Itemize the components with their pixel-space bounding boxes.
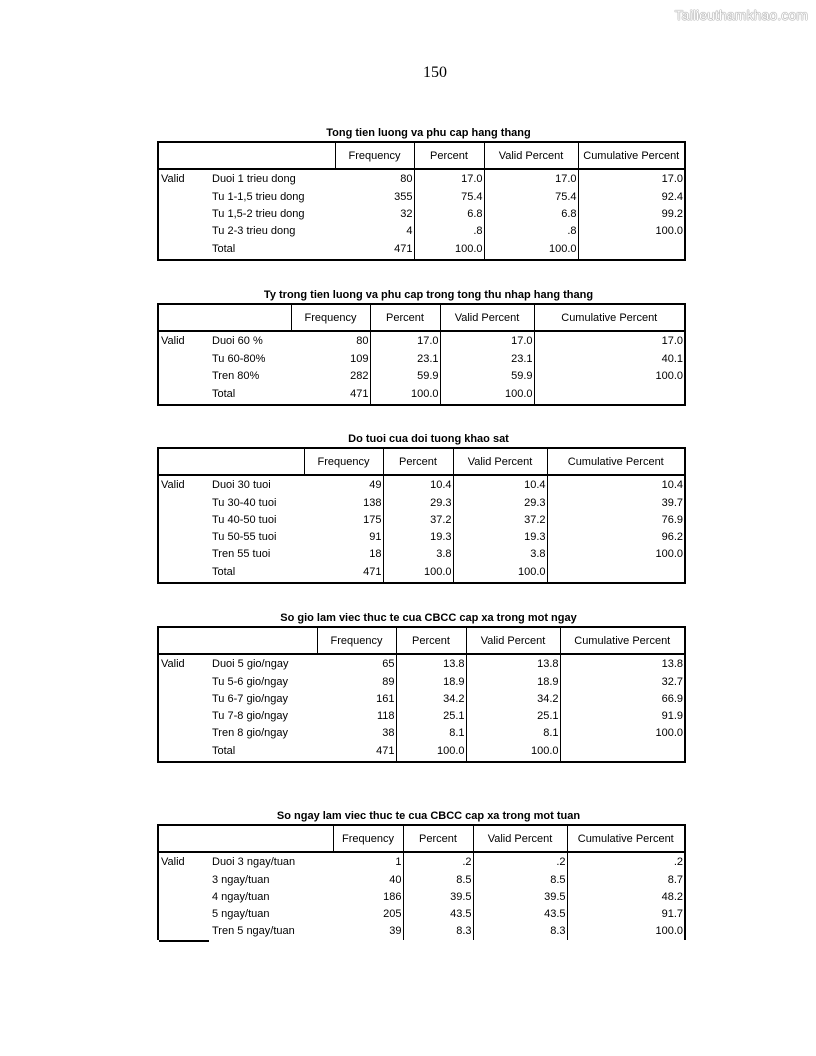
cell-percent: 8.5 — [403, 872, 473, 889]
table-row — [158, 495, 685, 512]
cell-cumulative-percent: 96.2 — [547, 529, 685, 546]
table-row — [158, 725, 685, 742]
row-label: Total — [212, 745, 236, 757]
row-label: Tu 6-7 gio/ngay — [212, 693, 289, 705]
cell-percent: 100.0 — [396, 742, 466, 762]
header-cumulative-percent: Cumulative Percent — [578, 142, 685, 169]
row-label: Tu 2-3 trieu dong — [212, 225, 296, 237]
cell-frequency: 118 — [317, 708, 396, 725]
table-row — [158, 889, 685, 906]
frequency-table — [157, 303, 686, 406]
cell-cumulative-percent: 66.9 — [560, 691, 685, 708]
cell-valid-percent: 43.5 — [473, 906, 567, 923]
cell-valid-percent: 8.3 — [473, 923, 567, 940]
cell-cumulative-percent: 39.7 — [547, 495, 685, 512]
table-row — [158, 206, 685, 223]
cell-cumulative-percent: 99.2 — [578, 206, 685, 223]
cell-percent: 59.9 — [370, 368, 440, 385]
cell-cumulative-percent: .2 — [567, 852, 685, 872]
cell-valid-percent: 25.1 — [466, 708, 560, 725]
stub-divider — [159, 940, 209, 942]
group-label: Valid — [161, 856, 185, 868]
row-label: Duoi 3 ngay/tuan — [212, 856, 296, 868]
table-title: Tong tien luong va phu cap hang thang — [326, 127, 531, 139]
cell-percent: 25.1 — [396, 708, 466, 725]
cell-cumulative-percent: 100.0 — [578, 223, 685, 240]
table-row — [158, 852, 685, 872]
cell-cumulative-percent: 100.0 — [560, 725, 685, 742]
table-hours-per-day — [157, 610, 686, 763]
table-row-total — [158, 240, 685, 260]
header-valid-percent: Valid Percent — [453, 448, 547, 475]
cell-frequency: 4 — [335, 223, 414, 240]
cell-frequency: 175 — [304, 512, 383, 529]
cell-valid-percent: 8.1 — [466, 725, 560, 742]
row-label: Tren 80% — [212, 370, 260, 382]
row-label: Total — [212, 566, 236, 578]
group-label: Valid — [161, 658, 185, 670]
frequency-table — [157, 141, 686, 261]
cell-percent: 100.0 — [414, 240, 484, 260]
table-row — [158, 691, 685, 708]
table-row-total — [158, 385, 685, 405]
cell-cumulative-percent: 100.0 — [547, 546, 685, 563]
header-frequency: Frequency — [317, 627, 396, 654]
cell-valid-percent: .8 — [484, 223, 578, 240]
row-label: Total — [212, 388, 236, 400]
cell-percent: 8.3 — [403, 923, 473, 940]
cell-percent: 34.2 — [396, 691, 466, 708]
cell-valid-percent: .2 — [473, 852, 567, 872]
cell-frequency: 471 — [291, 385, 370, 405]
row-label: Tu 40-50 tuoi — [212, 514, 277, 526]
cell-frequency: 18 — [304, 546, 383, 563]
cell-cumulative-percent: 40.1 — [534, 351, 685, 368]
cell-valid-percent: 29.3 — [453, 495, 547, 512]
cell-valid-percent: 19.3 — [453, 529, 547, 546]
table-row — [158, 169, 685, 189]
row-label: Tu 1,5-2 trieu dong — [212, 208, 305, 220]
cell-valid-percent: 18.9 — [466, 674, 560, 691]
row-label: Duoi 60 % — [212, 335, 263, 347]
table-row — [158, 331, 685, 351]
header-frequency: Frequency — [333, 825, 403, 852]
header-blank — [158, 825, 333, 852]
row-label: Tu 5-6 gio/ngay — [212, 676, 289, 688]
table-row — [158, 708, 685, 725]
cell-cumulative-percent: 92.4 — [578, 189, 685, 206]
table-row — [158, 529, 685, 546]
cell-frequency: 89 — [317, 674, 396, 691]
cell-valid-percent: 23.1 — [440, 351, 534, 368]
table-row — [158, 512, 685, 529]
header-blank — [158, 448, 304, 475]
cell-percent: 6.8 — [414, 206, 484, 223]
row-label: Tu 1-1,5 trieu dong — [212, 191, 305, 203]
row-label: Duoi 30 tuoi — [212, 479, 271, 491]
table-row — [158, 872, 685, 889]
cell-cumulative-percent: 8.7 — [567, 872, 685, 889]
table-title: Ty trong tien luong va phu cap trong tong thu nhap hang thang — [263, 289, 594, 301]
cell-valid-percent: 3.8 — [453, 546, 547, 563]
table-age — [157, 431, 686, 584]
cell-frequency: 355 — [335, 189, 414, 206]
table-row-total — [158, 563, 685, 583]
row-label: Tren 5 ngay/tuan — [212, 925, 295, 937]
cell-percent: 39.5 — [403, 889, 473, 906]
header-frequency: Frequency — [291, 304, 370, 331]
cell-valid-percent: 17.0 — [484, 169, 578, 189]
frequency-table — [157, 447, 686, 584]
table-title: So gio lam viec thuc te cua CBCC cap xa trong mot ngay — [280, 612, 577, 624]
row-label: Tren 55 tuoi — [212, 548, 271, 560]
cell-frequency: 205 — [333, 906, 403, 923]
cell-valid-percent: 75.4 — [484, 189, 578, 206]
page-number: 150 — [423, 64, 447, 81]
group-label: Valid — [161, 479, 185, 491]
cell-frequency: 32 — [335, 206, 414, 223]
header-cumulative-percent: Cumulative Percent — [567, 825, 685, 852]
cell-valid-percent: 8.5 — [473, 872, 567, 889]
cell-percent: 13.8 — [396, 654, 466, 674]
cell-percent: 10.4 — [383, 475, 453, 495]
frequency-table — [157, 626, 686, 763]
header-frequency: Frequency — [335, 142, 414, 169]
cell-percent: 23.1 — [370, 351, 440, 368]
cell-valid-percent: 13.8 — [466, 654, 560, 674]
cell-frequency: 471 — [317, 742, 396, 762]
group-label: Valid — [161, 173, 185, 185]
cell-percent: 3.8 — [383, 546, 453, 563]
cell-cumulative-percent: 17.0 — [578, 169, 685, 189]
row-label: Duoi 5 gio/ngay — [212, 658, 289, 670]
cell-cumulative-percent: 32.7 — [560, 674, 685, 691]
table-row — [158, 475, 685, 495]
table-row — [158, 546, 685, 563]
row-label: Tu 7-8 gio/ngay — [212, 710, 289, 722]
cell-valid-percent: 6.8 — [484, 206, 578, 223]
table-row-total — [158, 742, 685, 762]
cell-percent: 19.3 — [383, 529, 453, 546]
cell-frequency: 109 — [291, 351, 370, 368]
cell-cumulative-percent: 10.4 — [547, 475, 685, 495]
header-blank — [158, 627, 317, 654]
header-frequency: Frequency — [304, 448, 383, 475]
header-percent: Percent — [383, 448, 453, 475]
cell-cumulative-percent: 17.0 — [534, 331, 685, 351]
cell-percent: 17.0 — [414, 169, 484, 189]
table-row — [158, 368, 685, 385]
cell-valid-percent: 100.0 — [484, 240, 578, 260]
table-salary-allowance — [157, 125, 686, 261]
cell-percent: 8.1 — [396, 725, 466, 742]
cell-valid-percent: 59.9 — [440, 368, 534, 385]
header-percent: Percent — [414, 142, 484, 169]
table-row — [158, 189, 685, 206]
cell-frequency: 138 — [304, 495, 383, 512]
row-label: Duoi 1 trieu dong — [212, 173, 296, 185]
cell-valid-percent: 100.0 — [466, 742, 560, 762]
frequency-table — [157, 824, 686, 940]
table-row — [158, 351, 685, 368]
cell-frequency: 186 — [333, 889, 403, 906]
header-percent: Percent — [396, 627, 466, 654]
table-row — [158, 674, 685, 691]
cell-valid-percent: 10.4 — [453, 475, 547, 495]
cell-percent: 29.3 — [383, 495, 453, 512]
cell-percent: 75.4 — [414, 189, 484, 206]
table-salary-share — [157, 287, 686, 406]
cell-cumulative-percent: 100.0 — [534, 368, 685, 385]
cell-frequency: 471 — [304, 563, 383, 583]
cell-percent: .2 — [403, 852, 473, 872]
header-valid-percent: Valid Percent — [466, 627, 560, 654]
cell-valid-percent: 39.5 — [473, 889, 567, 906]
cell-frequency: 471 — [335, 240, 414, 260]
cell-cumulative-percent: 76.9 — [547, 512, 685, 529]
cell-frequency: 80 — [335, 169, 414, 189]
cell-valid-percent: 34.2 — [466, 691, 560, 708]
header-valid-percent: Valid Percent — [473, 825, 567, 852]
cell-percent: .8 — [414, 223, 484, 240]
cell-frequency: 1 — [333, 852, 403, 872]
row-label: 4 ngay/tuan — [212, 891, 270, 903]
group-label: Valid — [161, 335, 185, 347]
cell-frequency: 38 — [317, 725, 396, 742]
cell-cumulative-percent — [534, 385, 685, 405]
cell-percent: 100.0 — [370, 385, 440, 405]
watermark: Tailieuthamkhao.com — [674, 7, 808, 23]
header-percent: Percent — [370, 304, 440, 331]
cell-cumulative-percent: 91.9 — [560, 708, 685, 725]
cell-frequency: 39 — [333, 923, 403, 940]
cell-cumulative-percent — [560, 742, 685, 762]
cell-cumulative-percent: 91.7 — [567, 906, 685, 923]
table-row — [158, 654, 685, 674]
table-row — [158, 223, 685, 240]
header-cumulative-percent: Cumulative Percent — [560, 627, 685, 654]
cell-percent: 18.9 — [396, 674, 466, 691]
header-valid-percent: Valid Percent — [484, 142, 578, 169]
cell-frequency: 91 — [304, 529, 383, 546]
row-label: Tren 8 gio/ngay — [212, 727, 289, 739]
cell-frequency: 49 — [304, 475, 383, 495]
row-label: Tu 60-80% — [212, 353, 266, 365]
cell-valid-percent: 100.0 — [440, 385, 534, 405]
header-valid-percent: Valid Percent — [440, 304, 534, 331]
cell-percent: 43.5 — [403, 906, 473, 923]
cell-valid-percent: 17.0 — [440, 331, 534, 351]
cell-percent: 37.2 — [383, 512, 453, 529]
table-row — [158, 923, 685, 940]
row-label: 3 ngay/tuan — [212, 874, 270, 886]
row-label: Tu 50-55 tuoi — [212, 531, 277, 543]
row-label: Tu 30-40 tuoi — [212, 497, 277, 509]
cell-cumulative-percent: 13.8 — [560, 654, 685, 674]
cell-cumulative-percent: 100.0 — [567, 923, 685, 940]
row-label: 5 ngay/tuan — [212, 908, 270, 920]
cell-frequency: 40 — [333, 872, 403, 889]
cell-percent: 17.0 — [370, 331, 440, 351]
header-cumulative-percent: Cumulative Percent — [534, 304, 685, 331]
table-title: So ngay lam viec thuc te cua CBCC cap xa trong mot tuan — [276, 810, 581, 822]
header-blank — [158, 304, 291, 331]
table-row — [158, 906, 685, 923]
cell-percent: 100.0 — [383, 563, 453, 583]
cell-frequency: 65 — [317, 654, 396, 674]
cell-frequency: 80 — [291, 331, 370, 351]
cell-frequency: 161 — [317, 691, 396, 708]
header-cumulative-percent: Cumulative Percent — [547, 448, 685, 475]
cell-cumulative-percent: 48.2 — [567, 889, 685, 906]
header-percent: Percent — [403, 825, 473, 852]
cell-valid-percent: 37.2 — [453, 512, 547, 529]
cell-cumulative-percent — [578, 240, 685, 260]
header-blank — [158, 142, 335, 169]
cell-frequency: 282 — [291, 368, 370, 385]
table-title: Do tuoi cua doi tuong khao sat — [348, 433, 509, 445]
cell-valid-percent: 100.0 — [453, 563, 547, 583]
row-label: Total — [212, 243, 236, 255]
cell-cumulative-percent — [547, 563, 685, 583]
table-days-per-week — [157, 808, 686, 940]
